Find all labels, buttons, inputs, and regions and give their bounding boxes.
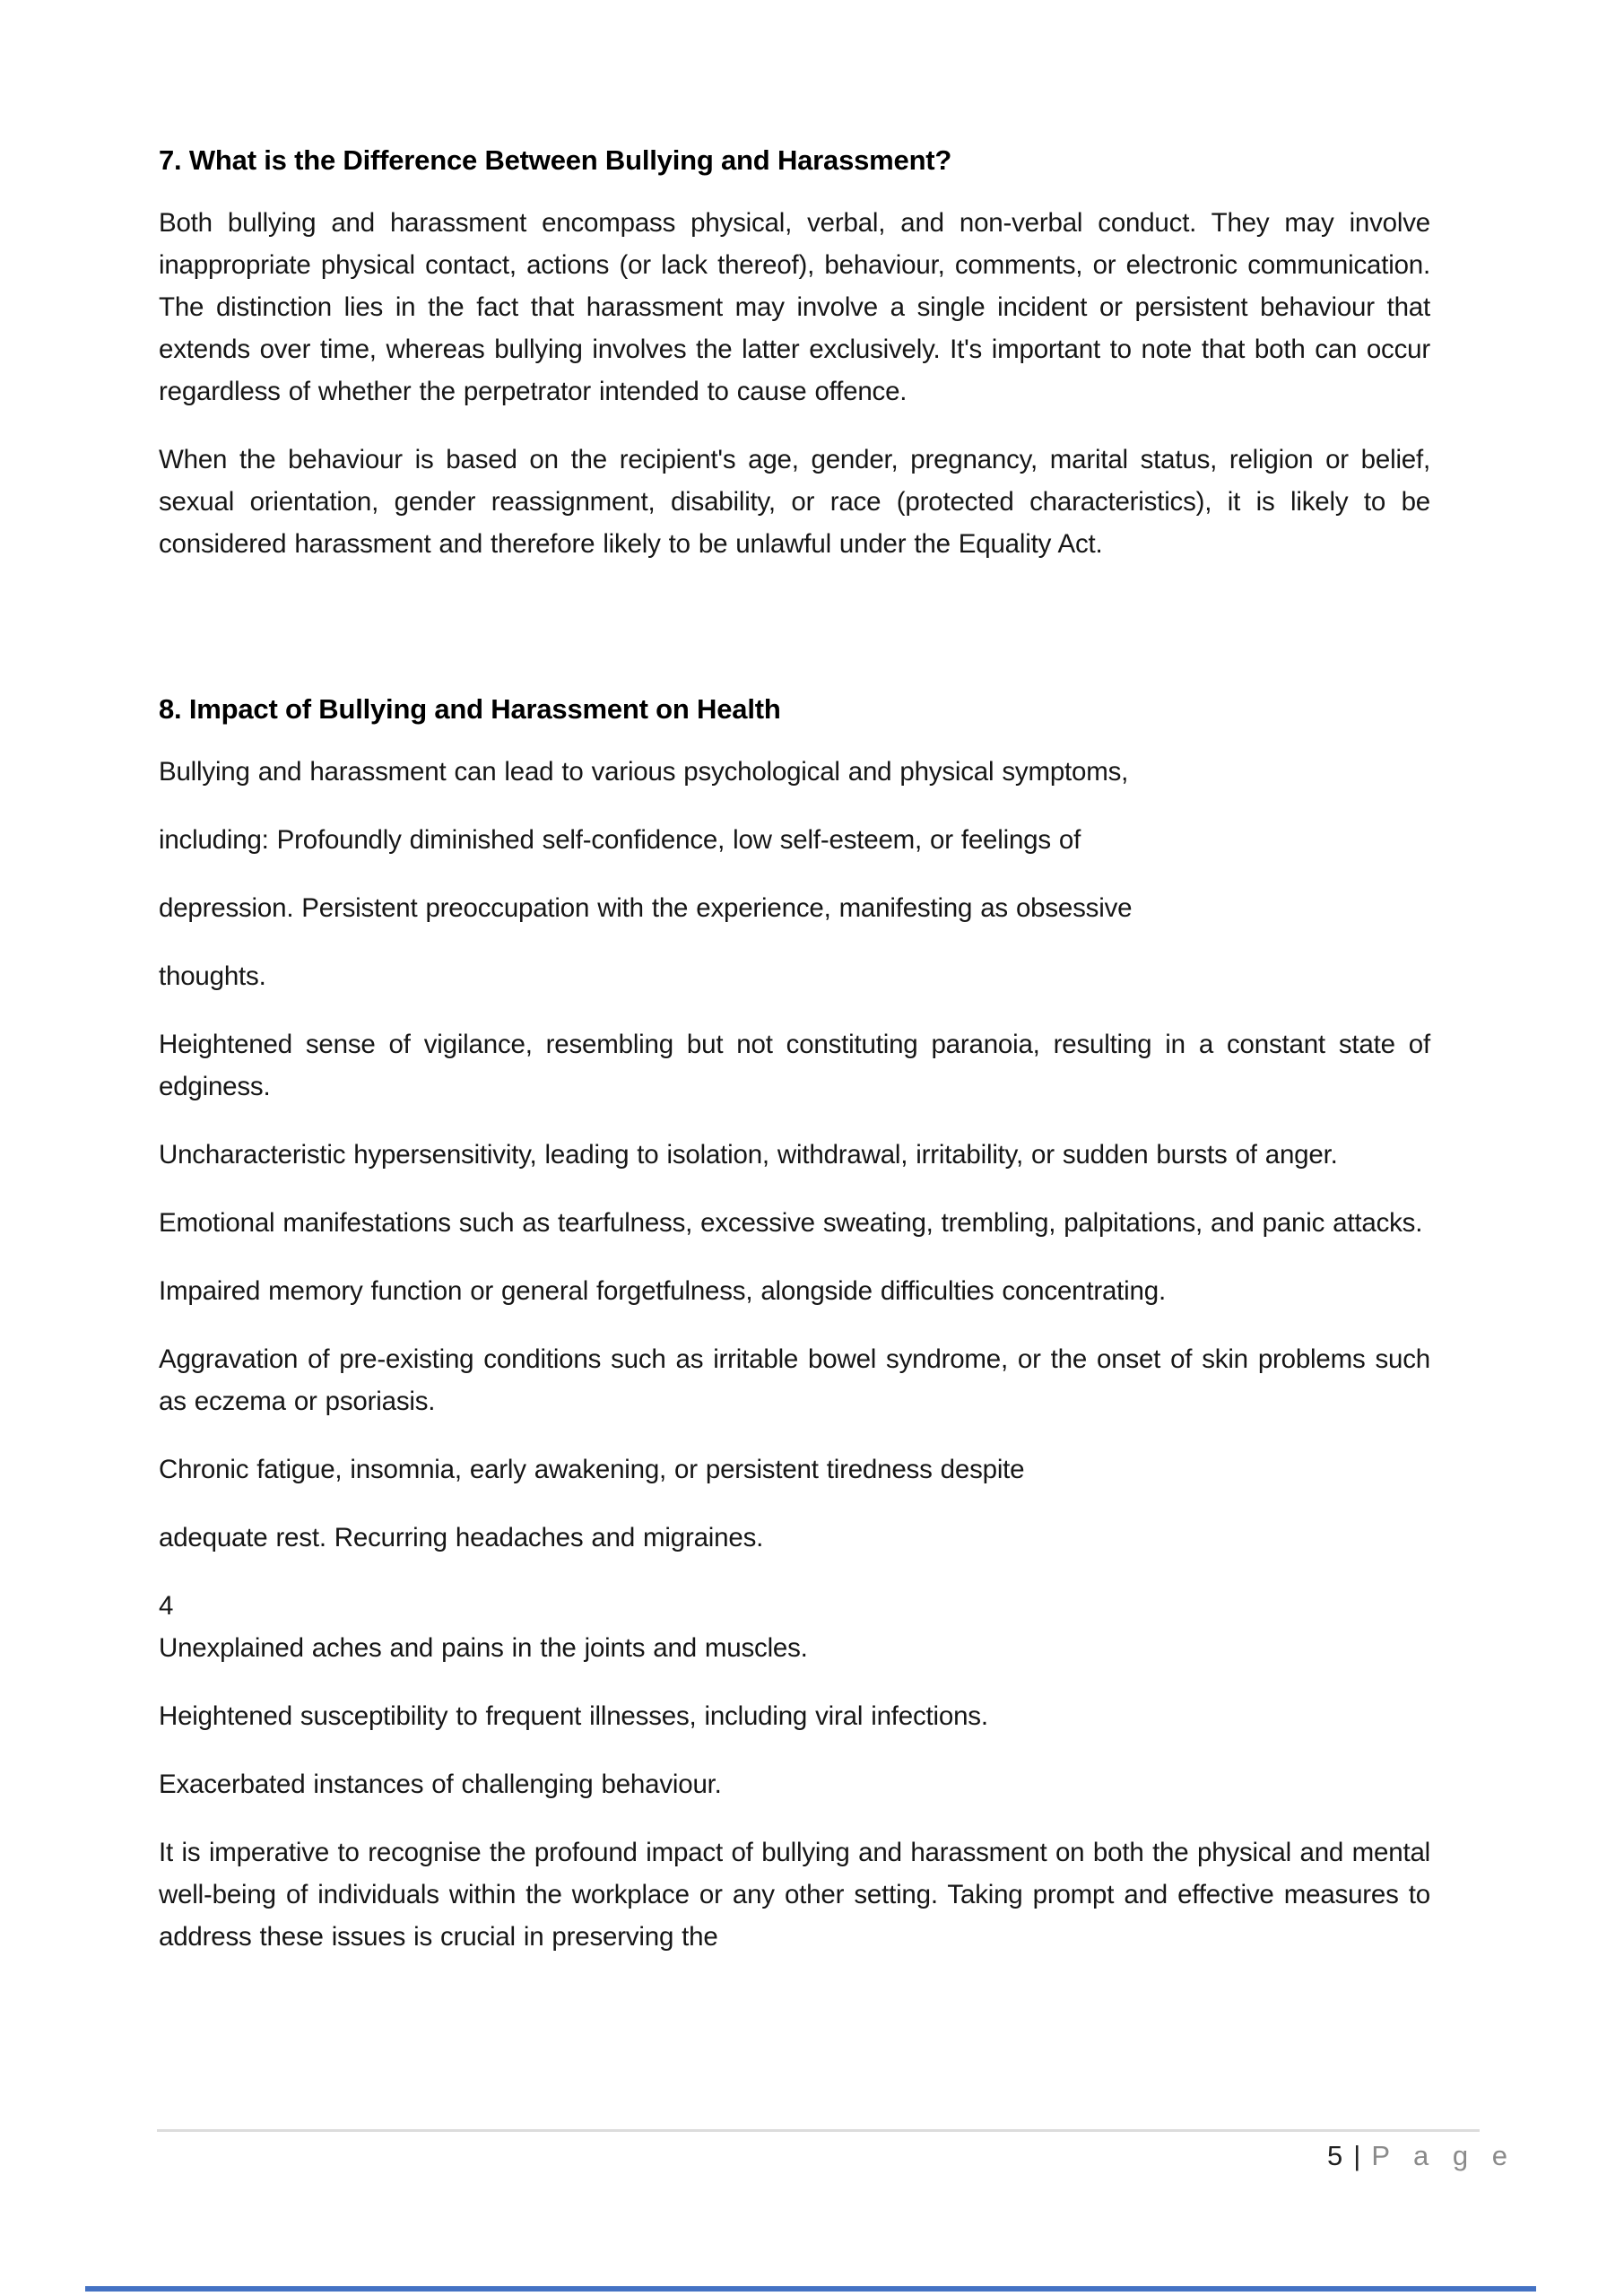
paragraph-depression: depression. Persistent preoccupation with the experience, manifesting as obsessive — [159, 893, 1133, 923]
paragraph-pre-existing-conditions: Aggravation of pre-existing conditions such as irritable bowel syndrome, or the onset of skin problems such as eczema or psoriasis. — [159, 1344, 1430, 1416]
paragraph-emotional-manifestations: Emotional manifestations such as tearfulness, excessive sweating, trembling, palpitations, and panic attacks. — [159, 1208, 1423, 1238]
stray-number-4: 4 — [159, 1591, 174, 1621]
page-content — [159, 0, 1430, 1958]
paragraph-self-confidence: including: Profoundly diminished self-confidence, low self-esteem, or feelings of — [159, 825, 1081, 855]
footer-divider — [157, 2129, 1480, 2132]
paragraph-vigilance: Heightened sense of vigilance, resembling but not constituting paranoia, resulting in a constant state of edginess. — [159, 1030, 1430, 1101]
footer-page-label: P a g e — [1371, 2140, 1515, 2171]
paragraph-symptoms-intro: Bullying and harassment can lead to various psychological and physical symptoms, — [159, 757, 1129, 787]
page-footer — [0, 2138, 1515, 2174]
paragraph-imperative-conclusion: It is imperative to recognise the profound impact of bullying and harassment on both the physical and mental well-being of individuals within the workplace or any other setting. Taking prompt and effective measures to address these issues is crucial in preserving the — [159, 1838, 1430, 1952]
paragraph-adequate-rest: adequate rest. Recurring headaches and migraines. — [159, 1523, 764, 1552]
section-7-heading: 7. What is the Difference Between Bullying and Harassment? — [159, 144, 952, 176]
paragraph-aches-pains: Unexplained aches and pains in the joints and muscles. — [159, 1633, 808, 1663]
paragraph-chronic-fatigue: Chronic fatigue, insomnia, early awakening, or persistent tiredness despite — [159, 1455, 1025, 1484]
paragraph-bullying-vs-harassment-1: Both bullying and harassment encompass physical, verbal, and non-verbal conduct. They may involve inappropriate physical contact, actions (or lack thereof), behaviour, comments, or electronic communication. The distinction lies in the fact that harassment may involve a single incident or persistent behaviour that extends over time, whereas bullying involves the latter exclusively. It's important to note that both can occur regardless of whether the perpetrator intended to cause offence. — [159, 208, 1430, 406]
paragraph-memory: Impaired memory function or general forgetfulness, alongside difficulties concentrating. — [159, 1276, 1166, 1306]
section-8-heading: 8. Impact of Bullying and Harassment on Health — [159, 693, 781, 725]
footer-page-number: 5 — [1327, 2140, 1347, 2171]
paragraph-thoughts: thoughts. — [159, 961, 266, 991]
paragraph-hypersensitivity: Uncharacteristic hypersensitivity, leading to isolation, withdrawal, irritability, or sudden bursts of anger. — [159, 1140, 1338, 1170]
paragraph-susceptibility-illness: Heightened susceptibility to frequent illnesses, including viral infections. — [159, 1701, 988, 1731]
footer-separator: | — [1353, 2140, 1365, 2171]
page-bottom-border — [85, 2286, 1536, 2292]
paragraph-challenging-behaviour: Exacerbated instances of challenging behaviour. — [159, 1770, 722, 1799]
paragraph-bullying-vs-harassment-2: When the behaviour is based on the recipient's age, gender, pregnancy, marital status, religion or belief, sexual orientation, gender reassignment, disability, or race (protected characteristics), it is likely to be considered harassment and therefore likely to be unlawful under the Equality Act. — [159, 445, 1430, 559]
